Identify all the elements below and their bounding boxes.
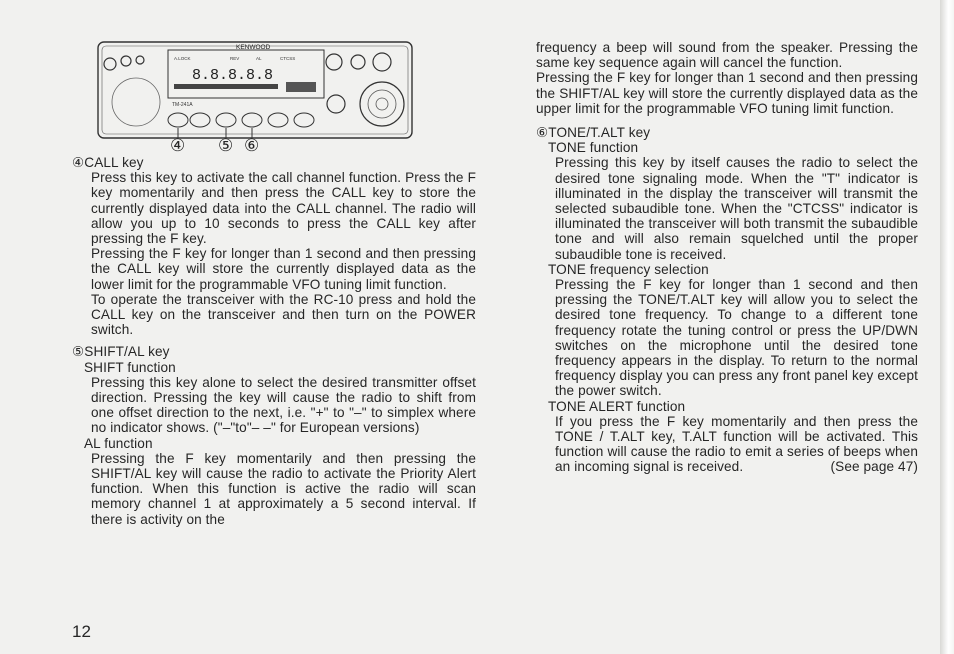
shift-function-paragraph: Pressing this key alone to select the desired transmitter offset direction. Pressing the key will cause the radio to shift from one offset direction to the next, i.e. "+" to "–" to simplex where no indicator shows. ("–"to"– –" for European versions) [91, 374, 476, 436]
upper-limit-paragraph: Pressing the F key for longer than 1 second and then pressing the SHIFT/AL key will store the currently displayed data as the upper limit for the programmable VFO tuning limit function. [536, 70, 918, 116]
al-continued-paragraph: frequency a beep will sound from the speaker. Pressing the same key sequence again will cancel the function. [536, 40, 918, 71]
front-panel-buttons [168, 113, 314, 127]
callout-4: ④ [170, 136, 186, 155]
left-column [72, 155, 476, 527]
call-key-paragraph-3: To operate the transceiver with the RC-10 press and hold the CALL key on the transceiver and then turn on the POWER switch. [91, 291, 476, 338]
display-label-rev: REV [230, 56, 240, 61]
al-function-subheading: AL function [84, 435, 153, 451]
call-key-heading: ④CALL key [72, 155, 144, 170]
tone-alert-paragraph [536, 414, 918, 475]
tone-alert-text: If you press the F key momentarily and then press the TONE / T.ALT key, T.ALT function will be activated. This function will cause the radio to emit a series of beeps when an incoming signal is received. [555, 413, 918, 475]
display-label-al: AL [256, 56, 262, 61]
shift-function-subheading: SHIFT function [84, 359, 176, 375]
figure-brand: KENWOOD [236, 44, 271, 51]
display-label-ctcss: CTCSS [280, 56, 296, 61]
tone-function-paragraph: Pressing this key by itself causes the radio to select the desired tone signaling mode. When the "T" indicator is illuminated in the display the transceiver will transmit the selected subaudible tone. When the "CTCSS" indicator is illuminated the transceiver will both transmit the subaudible tone and will also remain squelched until the proper subaudible tone is received. [555, 155, 918, 262]
callout-5: ⑤ [218, 136, 234, 155]
page-number: 12 [72, 622, 91, 641]
callout-6: ⑥ [244, 136, 260, 155]
al-function-paragraph: Pressing the F key momentarily and then pressing the SHIFT/AL key will cause the radio to activate the Priority Alert function. When this function is active the radio will scan memory channel 1 at approximately a 5 second interval. If there is activity on the [91, 450, 476, 527]
see-page-reference: (See page 47) [830, 459, 918, 475]
display-digits: 8.8.8.8.8 [192, 67, 274, 84]
shift-key-heading: ⑤SHIFT/AL key [72, 344, 170, 360]
display-label-alock: A.LOCK [174, 56, 191, 61]
tone-key-heading: ⑥TONE/T.ALT key [536, 125, 651, 141]
call-key-paragraph-2: Pressing the F key for longer than 1 second and then pressing the CALL key will store the currently displayed data as the lower limit for the programmable VFO tuning limit function. [91, 246, 476, 292]
right-column [536, 40, 918, 475]
tone-alert-subheading: TONE ALERT function [548, 398, 686, 414]
call-key-paragraph-1: Press this key to activate the call channel function. Press the F key momentarily and then press the CALL key to store the currently displayed data into the CALL channel. The radio will allow you up to 10 seconds to press the CALL key after pressing the F key. [91, 170, 476, 247]
model-label: TM-241A [172, 102, 193, 108]
tone-frequency-subheading: TONE frequency selection [548, 261, 709, 277]
page-edge [940, 0, 954, 654]
tone-function-subheading: TONE function [548, 140, 639, 156]
tone-frequency-paragraph: Pressing the F key for longer than 1 second and then pressing the TONE/T.ALT key will allow you to select the desired tone frequency. To change to a different tone frequency rotate the tuning control or press the UP/DWN switches on the microphone until the desired tone frequency appears in the display. To return to the normal frequency display you can press any front panel key except the power switch. [555, 277, 918, 399]
